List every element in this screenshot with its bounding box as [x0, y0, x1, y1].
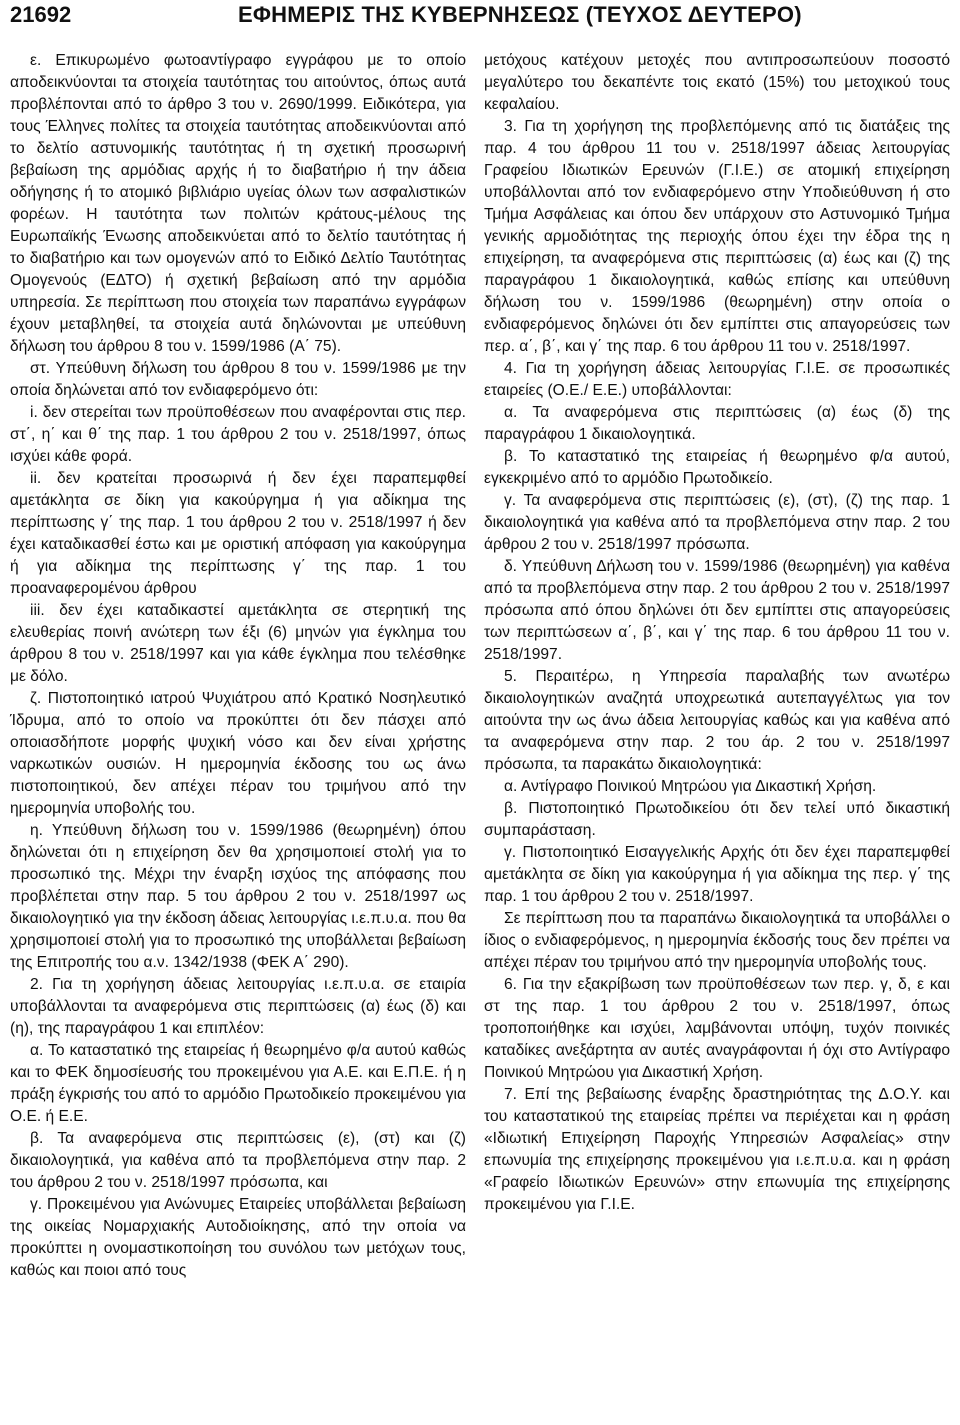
- paragraph-continuation: μετόχους κατέχουν μετοχές που αντιπροσωπεύουν ποσοστό μεγαλύτερο του δεκαπέντε τοις εκατό (15%) του μετοχικού τους κεφαλαίου.: [484, 52, 950, 113]
- page-header: [0, 0, 960, 36]
- paragraph-4-d: δ. Υπεύθυνη Δήλωση του ν. 1599/1986 (θεωρημένη) για καθένα από τα προβλεπόμενα στην παρ. 2 του άρθρου 2 του ν. 2518/1997 πρόσωπα από όπου δηλώνει ότι δεν εμπίπτει στις απαγορεύσεις των περιπτώσεων α΄, β΄, και γ΄ της παρ. 6 του άρθρου 11 του ν. 2518/1997.: [484, 558, 950, 663]
- paragraph-7: 7. Επί της βεβαίωσης έναρξης δραστηριότητας της Δ.Ο.Υ. και του καταστατικού της εταιρείας πρέπει να περιέχεται και η φράση «Ιδιωτική Επιχείρηση Παροχής Υπηρεσιών Ασφαλείας» στην επωνυμία της επιχείρησης προκειμένου για ι.ε.π.υ.α. και η φράση «Γραφείο Ιδιωτικών Ερευνών» στην επωνυμία της επιχείρησης προκειμένου για Γ.Ι.Ε.: [484, 1086, 950, 1213]
- paragraph-2-b: β. Τα αναφερόμενα στις περιπτώσεις (ε), (στ) και (ζ) δικαιολογητικά, για καθένα από τα προβλεπόμενα στην παρ. 2 του άρθρου 2 του ν. 2518/1997 πρόσωπα, και: [10, 1130, 466, 1191]
- paragraph-3: 3. Για τη χορήγηση της προβλεπόμενης από τις διατάξεις της παρ. 4 του άρθρου 11 του ν. 2518/1997 άδειας λειτουργίας Γραφείου Ιδιωτικών Ερευνών (Γ.Ι.Ε.) σε ατομική επιχείρηση υποβάλλονται από τον ενδιαφερόμενο στην Υποδιεύθυνση ή στο Τμήμα Ασφάλειας και όπου δεν υπάρχουν στο Αστυνομικό Τμήμα γενικής αρμοδιότητας της περιοχής όπου έχει την έδρα της η επιχείρηση, τα αναφερόμενα στις περιπτώσεις (α) έως και (ζ) της παραγράφου 1 δικαιολογητικά, καθώς επίσης και υπεύθυνη δήλωση του ν. 1599/1986 (θεωρημένη) στην οποία ο ενδιαφερόμενος δηλώνει ότι δεν εμπίπτει στις απαγορεύσεις των περ. α΄, β΄, και γ΄ της παρ. 6 του άρθρου 11 του ν. 2518/1997.: [484, 118, 950, 355]
- paragraph-2-a: α. Το καταστατικό της εταιρείας ή θεωρημένο φ/α αυτού καθώς και το ΦΕΚ δημοσίευσής του προκειμένου για Α.Ε. και Ε.Π.Ε. ή η πράξη έγκρισής του από το αρμόδιο Πρωτοδικείο προκειμένου για Ο.Ε. ή Ε.Ε.: [10, 1042, 466, 1125]
- paragraph-4-a: α. Τα αναφερόμενα στις περιπτώσεις (α) έως (δ) της παραγράφου 1 δικαιολογητικά.: [484, 404, 950, 443]
- paragraph-e: ε. Επικυρωμένο φωτοαντίγραφο εγγράφου με το οποίο αποδεικνύονται τα στοιχεία ταυτότητας του αιτούντος, όπως αυτά προβλέπονται από το άρθρο 3 του ν. 2690/1999. Ειδικότερα, για τους Έλληνες πολίτες τα στοιχεία ταυτότητας αποδεικνύονται από το δελτίο αστυνομικής ταυτότητας ή τη σχετική προσωρινή βεβαίωση της αρμόδιας αρχής ή το διαβατήριο ή την άδεια οδήγησης ή το ατομικό βιβλιάριο υγείας όλων των ασφαλιστικών φορέων. Η ταυτότητα των πολιτών κράτους-μέλους της Ευρωπαϊκής Ένωσης αποδεικνύεται από το δελτίο ταυτότητας ή το διαβατήριο και των ομογενών από το Ειδικό Δελτίο Ταυτότητας Ομογενούς (ΕΔΤΟ) ή σχετική βεβαίωση από την αρμόδια υπηρεσία. Σε περίπτωση που στοιχεία των παραπάνω εγγράφων έχουν μεταβληθεί, τα στοιχεία αυτά δηλώνονται με υπεύθυνη δήλωση του άρθρου 8 του ν. 1599/1986 (Α΄ 75).: [10, 52, 466, 355]
- paragraph-st: στ. Υπεύθυνη δήλωση του άρθρου 8 του ν. 1599/1986 με την οποία δηλώνεται από τον ενδιαφερόμενο ότι:: [10, 360, 466, 399]
- paragraph-5-a: α. Αντίγραφο Ποινικού Μητρώου για Δικαστική Χρήση.: [504, 778, 877, 795]
- paragraph-4-c: γ. Τα αναφερόμενα στις περιπτώσεις (ε), (στ), (ζ) της παρ. 1 δικαιολογητικά για καθένα από τα προβλεπόμενα στην παρ. 2 του άρθρου 2 του ν. 2518/1997 πρόσωπα.: [484, 492, 950, 553]
- page-number: 21692: [10, 2, 72, 27]
- paragraph-2-c: γ. Προκειμένου για Ανώνυμες Εταιρείες υποβάλλεται βεβαίωση της οικείας Νομαρχιακής Αυτοδιοίκησης, από την οποία να προκύπτει η ονομαστικοποίηση του συνόλου των μετόχων τους, καθώς και ποιοι από τους: [10, 1196, 466, 1279]
- paragraph-5-note: Σε περίπτωση που τα παραπάνω δικαιολογητικά τα υποβάλλει ο ίδιος ο ενδιαφερόμενος, η ημερομηνία έκδοσής τους δεν πρέπει να απέχει πέραν του τριμήνου από την ημερομηνία υποβολής τους.: [484, 910, 950, 971]
- paragraph-5-c: γ. Πιστοποιητικό Εισαγγελικής Αρχής ότι δεν έχει παραπεμφθεί αμετάκλητα σε δίκη για κακούργημα ή για αδίκημα της περ. γ΄ της παρ. 1 του άρθρου 2 του ν. 2518/1997.: [484, 844, 950, 905]
- paragraph-5-b: β. Πιστοποιητικό Πρωτοδικείου ότι δεν τελεί υπό δικαστική συμπαράσταση.: [484, 800, 950, 839]
- gazette-title: ΕΦΗΜΕΡΙΣ ΤΗΣ ΚΥΒΕΡΝΗΣΕΩΣ (ΤΕΥΧΟΣ ΔΕΥΤΕΡΟ): [238, 2, 802, 27]
- paragraph-2: 2. Για τη χορήγηση άδειας λειτουργίας ι.ε.π.υ.α. σε εταιρία υποβάλλονται τα αναφερόμενα στις περιπτώσεις (α) έως (δ) και (η), της παραγράφου 1 και επιπλέον:: [10, 976, 466, 1037]
- left-column: [10, 50, 466, 1282]
- paragraph-st-i: i. δεν στερείται των προϋποθέσεων που αναφέρονται στις περ. στ΄, η΄ και θ΄ της παρ. 1 του άρθρου 2 του ν. 2518/1997, όπως ισχύει κάθε φορά.: [10, 404, 466, 465]
- paragraph-6: 6. Για την εξακρίβωση των προϋποθέσεων των περ. γ, δ, ε και στ της παρ. 1 του άρθρου 2 του ν. 2518/1997, όπως τροποποιήθηκε και ισχύει, λαμβάνονται υπόψη, τυχόν ποινικές καταδίκες ανεξάρτητα αν αυτές αναγράφονται ή όχι στο Αντίγραφο Ποινικού Μητρώου για Δικαστική Χρήση.: [484, 976, 950, 1081]
- right-column: [484, 50, 950, 1216]
- paragraph-st-iii: iii. δεν έχει καταδικαστεί αμετάκλητα σε στερητική της ελευθερίας ποινή ανώτερη των έξι (6) μηνών για έγκλημα του άρθρου 8 του ν. 2518/1997 και για κάθε έγκλημα που τελέσθηκε με δόλο.: [10, 602, 466, 685]
- paragraph-4: 4. Για τη χορήγηση άδειας λειτουργίας Γ.Ι.Ε. σε προσωπικές εταιρείες (Ο.Ε./ Ε.Ε.) υποβάλλονται:: [484, 360, 950, 399]
- paragraph-5: 5. Περαιτέρω, η Υπηρεσία παραλαβής των ανωτέρω δικαιολογητικών αναζητά υποχρεωτικά αυτεπαγγέλτως για τον αιτούντα την ως άνω άδεια λειτουργίας καθώς και για καθένα από τα αναφερόμενα στην παρ. 2 του άρ. 2 του ν. 2518/1997 πρόσωπα, τα παρακάτω δικαιολογητικά:: [484, 668, 950, 773]
- paragraph-st-ii: ii. δεν κρατείται προσωρινά ή δεν έχει παραπεμφθεί αμετάκλητα σε δίκη για κακούργημα ή για αδίκημα της περίπτωσης γ΄ της παρ. 1 του άρθρου 2 του ν. 2518/1997 ή δεν έχει καταδικασθεί έστω και με οριστική απόφαση για κακούργημα ή για αδίκημα της περίπτωσης γ΄ της παρ. 1 του προαναφερομένου άρθρου: [10, 470, 466, 597]
- paragraph-h: η. Υπεύθυνη δήλωση του ν. 1599/1986 (θεωρημένη) όπου δηλώνεται ότι η επιχείρηση δεν θα χρησιμοποιεί στολή για το προσωπικό της. Μέχρι την έναρξη ισχύος της απόφασης που προβλέπεται στην παρ. 5 του άρθρου 2 του ν. 2518/1997 ως δικαιολογητικό για την έκδοση άδειας λειτουργίας ι.ε.π.υ.α. που θα χρησιμοποιεί στολή για το προσωπικό της υποβάλλεται βεβαίωση της Επιτροπής του α.ν. 1342/1938 (ΦΕΚ Α΄ 290).: [10, 822, 466, 971]
- paragraph-4-b: β. Το καταστατικό της εταιρείας ή θεωρημένο φ/α αυτού, εγκεκριμένο από το αρμόδιο Πρωτοδικείο.: [484, 448, 950, 487]
- paragraph-z: ζ. Πιστοποιητικό ιατρού Ψυχιάτρου από Κρατικό Νοσηλευτικό Ίδρυμα, από το οποίο να προκύπτει ότι δεν πάσχει από οποιασδήποτε μορφής ψυχική νόσο και δεν είναι χρήστης ναρκωτικών ουσιών. Η ημερομηνία έκδοσης του ως άνω πιστοποιητικού, δεν απέχει πέραν του τριμήνου από την ημερομηνία υποβολής του.: [10, 690, 466, 817]
